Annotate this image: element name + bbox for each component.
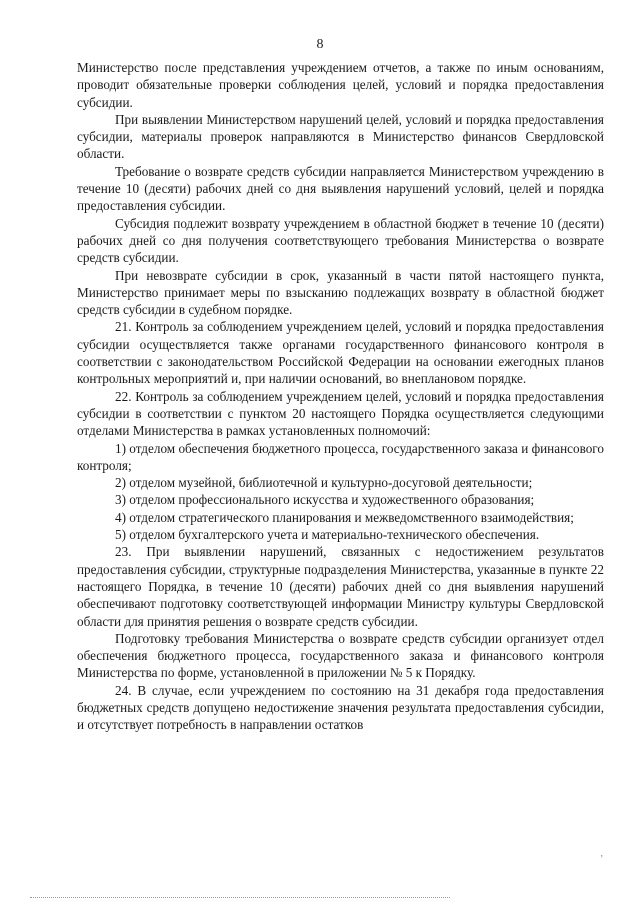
paragraph: Требование о возврате средств субсидии направляется Министерством учреждению в течение 10 (десяти) рабочих дней со дня выявления нарушений условий, целей и порядка предоставления субсидии.	[77, 163, 604, 214]
page-number: 8	[316, 37, 324, 52]
paragraph-continuation: Министерство после представления учреждением отчетов, а также по иным основаниям, проводит обязательные проверки соблюдения целей, условий и порядка предоставления субсидии.	[77, 60, 604, 110]
scan-edge-line	[30, 897, 450, 898]
paragraph-item-24: 24. В случае, если учреждением по состоянию на 31 декабря года предоставления бюджетных средств допущено недостижение значения результата предоставления субсидии, и отсутствует потребность в направлении остатков	[77, 682, 604, 733]
paragraph: Субсидия подлежит возврату учреждением в областной бюджет в течение 10 (десяти) рабочих дней со дня получения соответствующего требования Министерства о возврате средств субсидии.	[77, 215, 604, 266]
list-item: 4) отделом стратегического планирования и межведомственного взаимодействия;	[115, 509, 574, 525]
scan-artifact: ’	[600, 854, 604, 865]
paragraph-item-22: 22. Контроль за соблюдением учреждением целей, условий и порядка предоставления субсидии в соответствии с пунктом 20 настоящего Порядка осуществляется следующими отделами Министерства в рамках установленных полномочий:	[77, 388, 604, 439]
paragraph-item-23: 23. При выявлении нарушений, связанных с недостижением результатов предоставления субсидии, структурные подразделения Министерства, указанные в пункте 22 настоящего Порядка, в течение 10 (десяти) рабочих дней со дня выявления нарушений обеспечивают подготовку соответствующей информации Министру культуры Свердловской области для принятия решения о возврате средств субсидии.	[77, 544, 604, 629]
paragraph-item-21: 21. Контроль за соблюдением учреждением целей, условий и порядка предоставления субсидии осуществляется также органами государственного финансового контроля в соответствии с законодательством Российской Федерации на основании ежегодных планов контрольных мероприятий и, при наличии оснований, во внеплановом порядке.	[77, 319, 604, 387]
list-item: 3) отделом профессионального искусства и художественного образования;	[115, 492, 535, 508]
paragraph: При выявлении Министерством нарушений целей, условий и порядка предоставления субсидии, материалы проверок направляются в Министерство финансов Свердловской области.	[77, 111, 604, 162]
list-item: 1) отделом обеспечения бюджетного процесса, государственного заказа и финансового контроля;	[77, 440, 604, 473]
paragraph: При невозврате субсидии в срок, указанный в части пятой настоящего пункта, Министерство принимает меры по взысканию подлежащих возврату в областной бюджет средств субсидии в судебном порядке.	[77, 267, 604, 318]
list-item: 2) отделом музейной, библиотечной и культурно-досуговой деятельности;	[115, 475, 533, 491]
paragraph: Подготовку требования Министерства о возврате средств субсидии организует отдел обеспечения бюджетного процесса, государственного заказа и финансового контроля Министерства по форме, установленной в приложении № 5 к Порядку.	[77, 630, 604, 681]
document-body	[77, 59, 604, 734]
list-item: 5) отделом бухгалтерского учета и материально-технического обеспечения.	[115, 527, 540, 543]
